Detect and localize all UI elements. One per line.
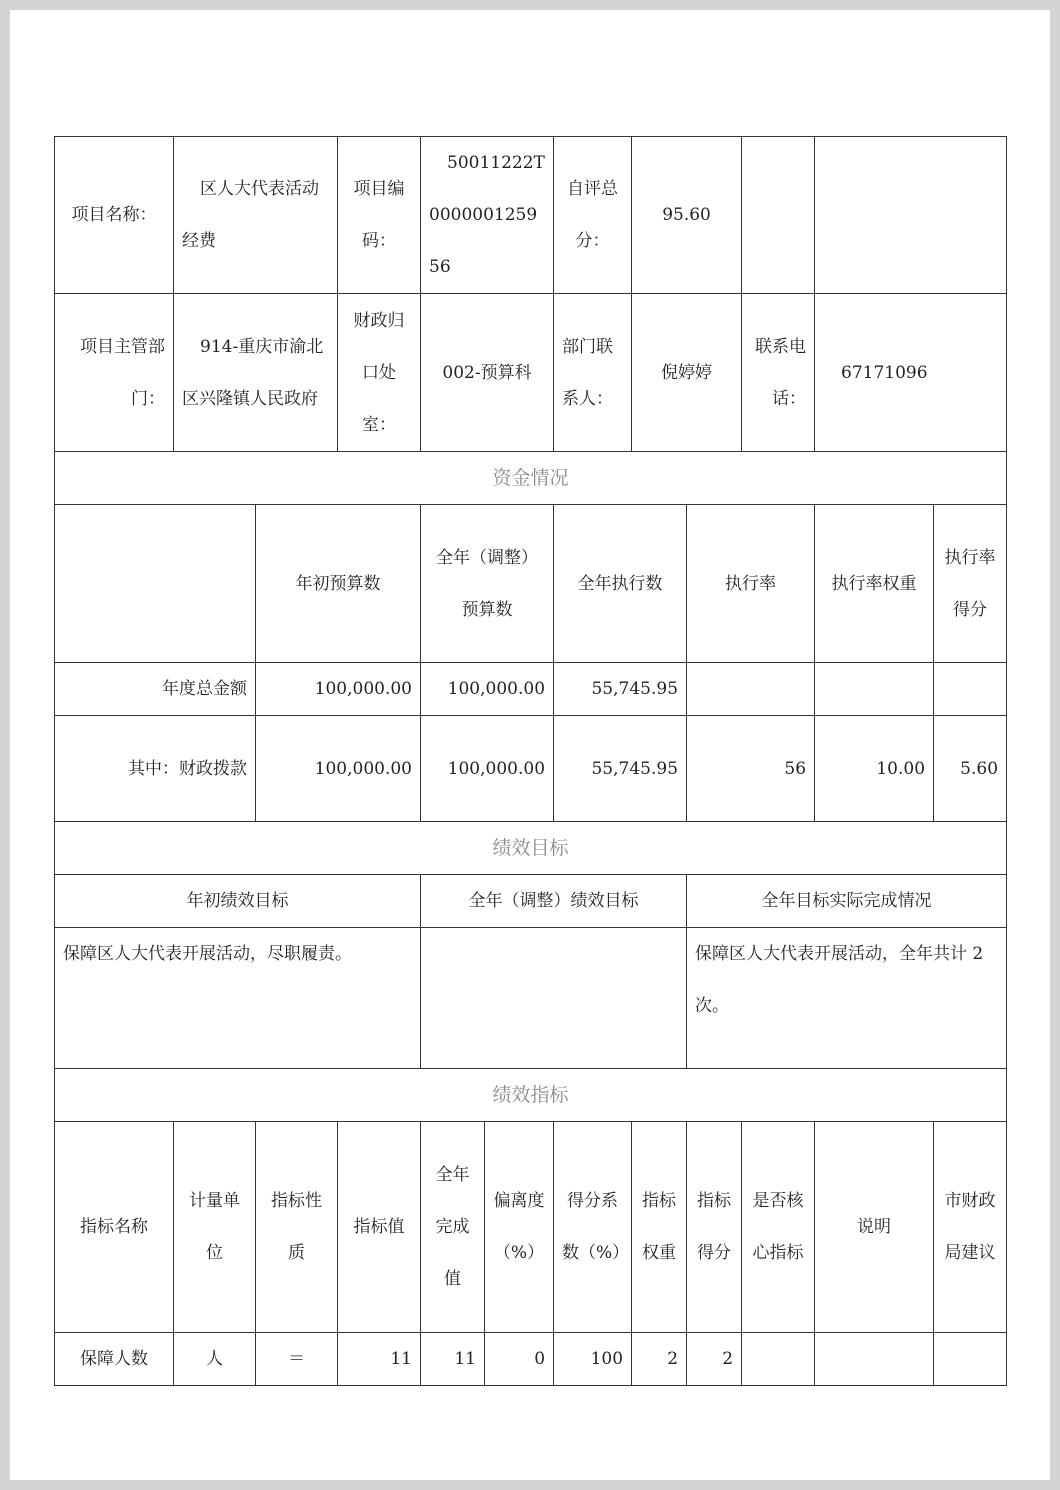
goals-header-initial: 年初绩效目标 <box>55 875 421 928</box>
goals-adjusted-text <box>421 928 687 1069</box>
funding-initial: 100,000.00 <box>256 716 421 822</box>
project-code-label: 项目编码： <box>338 137 421 294</box>
indicator-header-name: 指标名称 <box>55 1122 174 1333</box>
project-info-row-2 <box>55 294 1007 452</box>
indicator-weight: 2 <box>632 1333 687 1386</box>
funding-weight: 10.00 <box>815 716 934 822</box>
indicator-header-coef: 得分系数（%） <box>554 1122 632 1333</box>
dept-value: 914-重庆市渝北区兴隆镇人民政府 <box>174 294 338 452</box>
empty-cell <box>55 505 256 663</box>
finance-office-value: 002-预算科 <box>421 294 554 452</box>
phone-label: 联系电话： <box>742 294 815 452</box>
indicator-deviation: 0 <box>485 1333 554 1386</box>
indicator-header-actual: 全年完成值 <box>421 1122 485 1333</box>
funding-header-row <box>55 505 1007 663</box>
indicator-header-note: 说明 <box>815 1122 934 1333</box>
funding-weight <box>815 663 934 716</box>
funding-header-weight: 执行率权重 <box>815 505 934 663</box>
goals-header-actual: 全年目标实际完成情况 <box>687 875 1007 928</box>
funding-header-executed: 全年执行数 <box>554 505 687 663</box>
project-info-row-1 <box>55 137 1007 294</box>
funding-score: 5.60 <box>934 716 1007 822</box>
indicators-header-row <box>55 1122 1007 1333</box>
indicator-header-core: 是否核心指标 <box>742 1122 815 1333</box>
funding-section-header <box>55 452 1007 505</box>
funding-rate <box>687 663 815 716</box>
indicator-core <box>742 1333 815 1386</box>
indicator-coef: 100 <box>554 1333 632 1386</box>
funding-header-score: 执行率得分 <box>934 505 1007 663</box>
goals-initial-text: 保障区人大代表开展活动，尽职履责。 <box>55 928 421 1069</box>
funding-header-rate: 执行率 <box>687 505 815 663</box>
indicator-header-score: 指标得分 <box>687 1122 742 1333</box>
indicator-header-nature: 指标性质 <box>256 1122 338 1333</box>
funding-row-total <box>55 663 1007 716</box>
indicator-header-weight: 指标权重 <box>632 1122 687 1333</box>
document-page <box>10 10 1050 1480</box>
goals-section-header <box>55 822 1007 875</box>
indicator-nature: ＝ <box>256 1333 338 1386</box>
performance-evaluation-table <box>54 136 1007 1386</box>
indicator-actual: 11 <box>421 1333 485 1386</box>
funding-score <box>934 663 1007 716</box>
indicator-header-value: 指标值 <box>338 1122 421 1333</box>
indicator-header-advice: 市财政局建议 <box>934 1122 1007 1333</box>
indicator-score: 2 <box>687 1333 742 1386</box>
funding-row-label: 年度总金额 <box>55 663 256 716</box>
goals-header-adjusted: 全年（调整）绩效目标 <box>421 875 687 928</box>
funding-executed: 55,745.95 <box>554 716 687 822</box>
finance-office-label: 财政归口处室： <box>338 294 421 452</box>
funding-section-title: 资金情况 <box>55 452 1007 505</box>
indicator-header-deviation: 偏离度（%） <box>485 1122 554 1333</box>
contact-label: 部门联系人： <box>554 294 632 452</box>
funding-header-adjusted: 全年（调整）预算数 <box>421 505 554 663</box>
indicator-header-unit: 计量单位 <box>174 1122 256 1333</box>
project-name-value: 区人大代表活动经费 <box>174 137 338 294</box>
funding-header-initial: 年初预算数 <box>256 505 421 663</box>
dept-label: 项目主管部门： <box>55 294 174 452</box>
funding-executed: 55,745.95 <box>554 663 687 716</box>
funding-rate: 56 <box>687 716 815 822</box>
indicator-advice <box>934 1333 1007 1386</box>
goals-section-title: 绩效目标 <box>55 822 1007 875</box>
project-name-label: 项目名称： <box>55 137 174 294</box>
goals-header-row <box>55 875 1007 928</box>
indicator-name: 保障人数 <box>55 1333 174 1386</box>
goals-actual-text: 保障区人大代表开展活动，全年共计 2 次。 <box>687 928 1007 1069</box>
project-code-value: 50011222T000000125956 <box>421 137 554 294</box>
funding-adjusted: 100,000.00 <box>421 716 554 822</box>
funding-initial: 100,000.00 <box>256 663 421 716</box>
indicators-section-title: 绩效指标 <box>55 1069 1007 1122</box>
indicator-row <box>55 1333 1007 1386</box>
empty-cell <box>742 137 815 294</box>
empty-cell <box>815 137 1007 294</box>
indicators-section-header <box>55 1069 1007 1122</box>
funding-adjusted: 100,000.00 <box>421 663 554 716</box>
indicator-note <box>815 1333 934 1386</box>
self-score-value: 95.60 <box>632 137 742 294</box>
funding-row-fiscal <box>55 716 1007 822</box>
indicator-value: 11 <box>338 1333 421 1386</box>
contact-value: 倪婷婷 <box>632 294 742 452</box>
self-score-label: 自评总分： <box>554 137 632 294</box>
funding-row-label: 其中：财政拨款 <box>55 716 256 822</box>
indicator-unit: 人 <box>174 1333 256 1386</box>
phone-value: 67171096 <box>815 294 1007 452</box>
goals-content-row <box>55 928 1007 1069</box>
